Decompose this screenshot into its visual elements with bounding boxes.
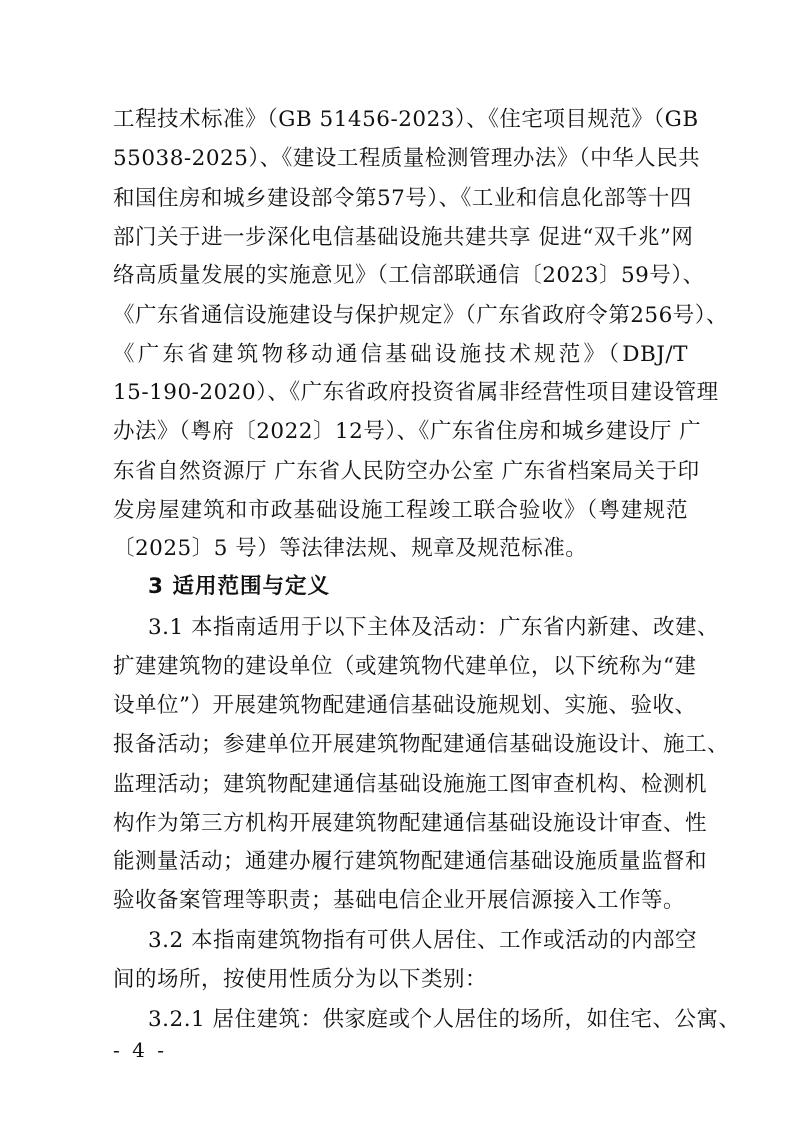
body-text-line: 设单位”）开展建筑物配建通信基础设施规划、实施、验收、 [113,693,697,718]
body-text-line: 3.1 本指南适用于以下主体及活动：广东省内新建、改建、 [148,615,720,640]
page-number: - 4 - [113,1038,167,1062]
section-heading: 3 适用范围与定义 [148,574,330,599]
body-text-line: 《广东省通信设施建设与保护规定》（广东省政府令第256号）、 [113,303,729,328]
body-text-line: 〔2025〕5 号）等法律法规、规章及规范标准。 [113,536,588,561]
body-text-line: 55038-2025）、《建设工程质量检测管理办法》（中华人民共 [113,146,701,171]
body-text-line: 构作为第三方机构开展建筑物配建通信基础设施设计审查、性 [113,811,708,836]
body-text-line: 东省自然资源厅 广东省人民防空办公室 广东省档案局关于印 [113,459,700,484]
body-text-line: 3.2.1 居住建筑：供家庭或个人居住的场所，如住宅、公寓、 [148,1007,741,1032]
body-text-line: 验收备案管理等职责；基础电信企业开展信源接入工作等。 [113,888,686,913]
body-text-line: 扩建建筑物的建设单位（或建筑物代建单位，以下统称为“建 [113,654,697,679]
body-text-line: 工程技术标准》（GB 51456-2023）、《住宅项目规范》（GB [113,107,699,132]
body-text-line: 间的场所，按使用性质分为以下类别： [113,967,488,992]
body-text-line: 发房屋建筑和市政基础设施工程竣工联合验收》（粤建规范 [113,498,688,523]
body-text-line: 3.2 本指南建筑物指有可供人居住、工作或活动的内部空 [148,928,698,953]
body-text-line: 能测量活动；通建办履行建筑物配建通信基础设施质量监督和 [113,849,708,874]
body-text-line: 和国住房和城乡建设部令第57号）、《工业和信息化部等十四 [113,186,692,211]
body-text-line: 15-190-2020）、《广东省政府投资省属非经营性项目建设管理 [113,380,719,405]
body-text-line: 监理活动；建筑物配建通信基础设施施工图审查机构、检测机 [113,772,708,797]
body-text-line: 报备活动；参建单位开展建筑物配建通信基础设施设计、施工、 [113,732,730,757]
body-text-line: 办法》（粤府〔2022〕12号）、《广东省住房和城乡建设厅 广 [113,419,702,444]
body-text-line: 《广东省建筑物移动通信基础设施技术规范》（DBJ/T [113,342,688,367]
body-text-line: 络高质量发展的实施意见》（工信部联通信〔2023〕59号）、 [113,263,705,288]
body-text-line: 部门关于进一步深化电信基础设施共建共享 促进“双千兆”网 [113,225,694,250]
